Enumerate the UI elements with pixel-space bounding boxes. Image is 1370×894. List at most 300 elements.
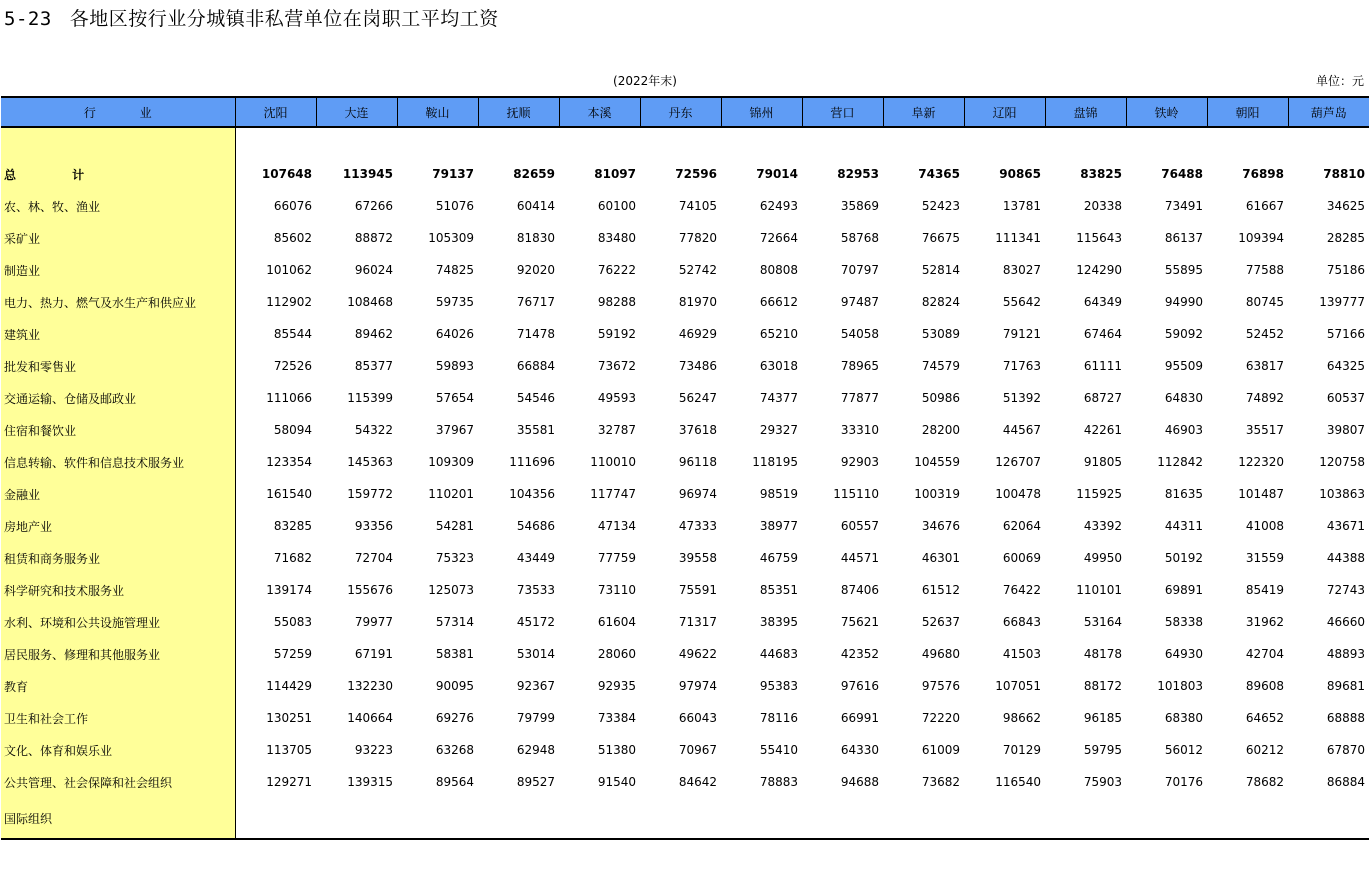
wage-cell: 47333 [678,519,717,533]
industry-label: 制造业 [1,254,235,286]
wage-cell: 48178 [1083,647,1122,661]
wage-cell: 71478 [516,327,555,341]
header-city: 鞍山 [397,97,478,127]
wage-cell: 89527 [516,775,555,789]
wage-cell: 88872 [354,231,393,245]
wage-cell: 53089 [921,327,960,341]
wage-cell: 62948 [516,743,555,757]
wage-cell: 46929 [678,327,717,341]
table-row [1,254,1369,286]
wage-cell: 84642 [678,775,717,789]
wage-cell: 74377 [759,391,798,405]
header-city: 沈阳 [235,97,316,127]
wage-cell: 52742 [678,263,717,277]
wage-cell: 49950 [1083,551,1122,565]
wage-cell: 53164 [1083,615,1122,629]
wage-cell: 95383 [759,679,798,693]
wage-cell: 69276 [435,711,474,725]
wage-cell: 44571 [840,551,879,565]
wage-cell: 101062 [266,263,312,277]
wage-cell: 115643 [1076,231,1122,245]
wage-cell: 101487 [1238,487,1284,501]
wage-cell: 90865 [999,167,1041,181]
wage-cell: 55642 [1002,295,1041,309]
wage-cell: 129271 [266,775,312,789]
industry-label: 批发和零售业 [1,350,235,382]
wage-cell: 56247 [678,391,717,405]
wage-cell: 118195 [752,455,798,469]
industry-label: 电力、热力、燃气及水生产和供应业 [1,286,235,318]
wage-cell: 125073 [428,583,474,597]
wage-cell: 38395 [759,615,798,629]
wage-cell: 94990 [1164,295,1203,309]
wage-cell: 92367 [516,679,555,693]
wage-cell: 108468 [347,295,393,309]
industry-label: 住宿和餐饮业 [1,414,235,446]
wage-cell: 104356 [509,487,555,501]
wage-cell [1207,798,1288,839]
wage-cell: 13781 [1002,199,1041,213]
industry-label: 文化、体育和娱乐业 [1,734,235,766]
wage-cell: 155676 [347,583,393,597]
wage-cell: 49593 [597,391,636,405]
wage-cell: 82659 [513,167,555,181]
industry-label: 国际组织 [1,798,235,839]
table-subtitle: (2022年末) [613,74,677,88]
wage-cell: 81097 [594,167,636,181]
wage-cell: 37967 [435,423,474,437]
industry-label: 科学研究和技术服务业 [1,574,235,606]
wage-cell: 90095 [435,679,474,693]
wage-cell: 79014 [756,167,798,181]
wage-cell: 35869 [840,199,879,213]
wage-cell: 78810 [1323,167,1365,181]
wage-cell: 43671 [1326,519,1365,533]
wage-cell: 35581 [516,423,555,437]
wage-cell [1126,798,1207,839]
wage-cell: 20338 [1083,199,1122,213]
industry-label: 采矿业 [1,222,235,254]
wage-cell: 75591 [678,583,717,597]
wage-cell: 60100 [597,199,636,213]
wage-cell: 67191 [354,647,393,661]
spacer-cell [1,127,235,158]
spacer-cell [235,127,1369,158]
wage-cell: 94688 [840,775,879,789]
wage-cell: 72526 [273,359,312,373]
wage-cell: 114429 [266,679,312,693]
wage-cell: 85602 [273,231,312,245]
wage-cell: 111066 [266,391,312,405]
wage-cell: 67870 [1326,743,1365,757]
wage-cell: 67266 [354,199,393,213]
wage-cell: 126707 [995,455,1041,469]
wage-cell: 29327 [759,423,798,437]
wage-cell: 58381 [435,647,474,661]
wage-cell: 69891 [1164,583,1203,597]
header-row [1,97,1369,127]
header-city: 盘锦 [1045,97,1126,127]
wage-cell: 74105 [678,199,717,213]
wage-cell: 54058 [840,327,879,341]
wage-cell: 66991 [840,711,879,725]
wage-cell: 57166 [1326,327,1365,341]
wage-cell: 80808 [759,263,798,277]
wage-cell: 64325 [1326,359,1365,373]
wage-cell: 61111 [1083,359,1122,373]
wage-cell: 77588 [1245,263,1284,277]
wage-cell: 117747 [590,487,636,501]
wage-cell: 55083 [273,615,312,629]
wage-cell: 59192 [597,327,636,341]
table-number: 5-23 [4,8,52,30]
wage-table [1,96,1369,840]
wage-cell: 49622 [678,647,717,661]
table-row [1,766,1369,798]
wage-cell: 120758 [1319,455,1365,469]
wage-cell: 54281 [435,519,474,533]
wage-cell: 68380 [1164,711,1203,725]
wage-cell: 66043 [678,711,717,725]
wage-cell [1045,798,1126,839]
wage-cell: 54322 [354,423,393,437]
wage-cell: 79977 [354,615,393,629]
industry-label: 卫生和社会工作 [1,702,235,734]
wage-cell: 62064 [1002,519,1041,533]
wage-cell: 91540 [597,775,636,789]
wage-cell: 79799 [516,711,555,725]
wage-cell: 91805 [1083,455,1122,469]
table-row [1,734,1369,766]
industry-label: 总 计 [1,158,235,190]
wage-cell: 39558 [678,551,717,565]
wage-cell [559,798,640,839]
wage-cell: 43449 [516,551,555,565]
header-city: 本溪 [559,97,640,127]
wage-cell: 109309 [428,455,474,469]
table-row [1,318,1369,350]
wage-cell: 100319 [914,487,960,501]
wage-cell: 46660 [1326,615,1365,629]
industry-label: 信息转输、软件和信息技术服务业 [1,446,235,478]
wage-cell: 112842 [1157,455,1203,469]
wage-cell: 115110 [833,487,879,501]
wage-cell: 100478 [995,487,1041,501]
wage-cell: 66612 [759,295,798,309]
wage-cell: 61512 [921,583,960,597]
industry-label: 水利、环境和公共设施管理业 [1,606,235,638]
wage-cell: 98662 [1002,711,1041,725]
wage-cell: 61009 [921,743,960,757]
table-row [1,574,1369,606]
wage-cell: 145363 [347,455,393,469]
wage-cell: 51380 [597,743,636,757]
wage-cell: 139315 [347,775,393,789]
wage-cell: 52814 [921,263,960,277]
wage-cell: 92020 [516,263,555,277]
wage-cell: 58338 [1164,615,1203,629]
wage-cell: 81830 [516,231,555,245]
wage-cell: 47134 [597,519,636,533]
wage-cell: 51392 [1002,391,1041,405]
wage-cell: 123354 [266,455,312,469]
header-city: 阜新 [883,97,964,127]
wage-cell: 81635 [1164,487,1203,501]
wage-cell: 44388 [1326,551,1365,565]
wage-cell: 96118 [678,455,717,469]
header-city: 大连 [316,97,397,127]
wage-cell: 76222 [597,263,636,277]
wage-cell: 83480 [597,231,636,245]
wage-cell: 85377 [354,359,393,373]
wage-cell: 52637 [921,615,960,629]
wage-cell: 42261 [1083,423,1122,437]
wage-cell: 75323 [435,551,474,565]
wage-cell: 41503 [1002,647,1041,661]
wage-cell: 86137 [1164,231,1203,245]
wage-cell: 73491 [1164,199,1203,213]
wage-cell: 74365 [918,167,960,181]
wage-cell: 124290 [1076,263,1122,277]
wage-cell: 55410 [759,743,798,757]
wage-cell: 68727 [1083,391,1122,405]
wage-cell: 97487 [840,295,879,309]
wage-cell: 75621 [840,615,879,629]
wage-cell: 72664 [759,231,798,245]
wage-cell: 93356 [354,519,393,533]
wage-cell: 50192 [1164,551,1203,565]
wage-cell: 57259 [273,647,312,661]
wage-cell: 111696 [509,455,555,469]
wage-cell: 130251 [266,711,312,725]
wage-cell: 71317 [678,615,717,629]
wage-cell: 61667 [1245,199,1284,213]
wage-cell: 35517 [1245,423,1284,437]
wage-cell: 70967 [678,743,717,757]
wage-cell: 46301 [921,551,960,565]
wage-cell: 103863 [1319,487,1365,501]
wage-cell: 32787 [597,423,636,437]
wage-cell: 140664 [347,711,393,725]
wage-cell: 92903 [840,455,879,469]
total-row [1,158,1369,190]
wage-cell: 42704 [1245,647,1284,661]
wage-cell: 64330 [840,743,879,757]
table-row [1,190,1369,222]
wage-cell: 78965 [840,359,879,373]
wage-cell: 86884 [1326,775,1365,789]
wage-cell: 31962 [1245,615,1284,629]
wage-cell: 53014 [516,647,555,661]
wage-cell: 97974 [678,679,717,693]
wage-cell: 28200 [921,423,960,437]
wage-cell: 46759 [759,551,798,565]
wage-cell: 85351 [759,583,798,597]
wage-cell: 87406 [840,583,879,597]
wage-cell [640,798,721,839]
wage-cell: 59092 [1164,327,1203,341]
industry-label: 建筑业 [1,318,235,350]
industry-label: 公共管理、社会保障和社会组织 [1,766,235,798]
wage-cell: 73486 [678,359,717,373]
wage-cell: 110201 [428,487,474,501]
wage-cell: 159772 [347,487,393,501]
wage-cell: 107648 [261,167,312,181]
wage-cell: 82953 [837,167,879,181]
wage-cell [721,798,802,839]
wage-cell: 63018 [759,359,798,373]
wage-cell: 73682 [921,775,960,789]
wage-cell: 107051 [995,679,1041,693]
wage-cell: 97616 [840,679,879,693]
wage-cell: 105309 [428,231,474,245]
wage-cell: 93223 [354,743,393,757]
wage-cell: 83825 [1080,167,1122,181]
wage-cell [802,798,883,839]
header-city: 营口 [802,97,883,127]
wage-cell: 59795 [1083,743,1122,757]
wage-cell: 38977 [759,519,798,533]
wage-cell: 73672 [597,359,636,373]
table-row [1,510,1369,542]
wage-cell: 66843 [1002,615,1041,629]
wage-cell: 63268 [435,743,474,757]
wage-cell: 60414 [516,199,555,213]
wage-cell: 85544 [273,327,312,341]
wage-cell: 55895 [1164,263,1203,277]
wage-cell: 49680 [921,647,960,661]
wage-cell [478,798,559,839]
wage-cell: 64026 [435,327,474,341]
wage-cell: 76422 [1002,583,1041,597]
page-title [4,4,499,31]
industry-label: 租赁和商务服务业 [1,542,235,574]
wage-cell: 75903 [1083,775,1122,789]
wage-cell [397,798,478,839]
table-row [1,414,1369,446]
wage-cell: 85419 [1245,583,1284,597]
wage-cell: 34625 [1326,199,1365,213]
wage-cell: 45172 [516,615,555,629]
wage-cell: 89564 [435,775,474,789]
wage-cell: 70129 [1002,743,1041,757]
wage-cell: 97576 [921,679,960,693]
wage-cell: 56012 [1164,743,1203,757]
wage-cell: 57314 [435,615,474,629]
wage-cell: 57654 [435,391,474,405]
wage-cell: 48893 [1326,647,1365,661]
wage-cell: 63817 [1245,359,1284,373]
wage-cell: 62493 [759,199,798,213]
wage-cell: 76488 [1161,167,1203,181]
wage-cell [235,798,316,839]
wage-cell: 28060 [597,647,636,661]
wage-cell: 83285 [273,519,312,533]
header-city: 锦州 [721,97,802,127]
wage-cell: 72743 [1326,583,1365,597]
wage-cell [883,798,964,839]
wage-cell: 132230 [347,679,393,693]
wage-cell: 64830 [1164,391,1203,405]
wage-cell: 66884 [516,359,555,373]
wage-cell: 74579 [921,359,960,373]
wage-cell: 98288 [597,295,636,309]
table-row [1,478,1369,510]
header-city: 铁岭 [1126,97,1207,127]
table-row [1,638,1369,670]
wage-cell: 139777 [1319,295,1365,309]
wage-cell: 80745 [1245,295,1284,309]
wage-cell: 112902 [266,295,312,309]
industry-label: 农、林、牧、渔业 [1,190,235,222]
wage-cell: 95509 [1164,359,1203,373]
wage-cell: 60069 [1002,551,1041,565]
wage-cell: 75186 [1326,263,1365,277]
wage-cell: 61604 [597,615,636,629]
table-title: 各地区按行业分城镇非私营单位在岗职工平均工资 [69,8,499,30]
wage-cell: 74892 [1245,391,1284,405]
wage-cell [316,798,397,839]
wage-cell: 89681 [1326,679,1365,693]
wage-cell: 37618 [678,423,717,437]
wage-cell: 52452 [1245,327,1284,341]
wage-cell: 46903 [1164,423,1203,437]
table-row [1,798,1369,839]
wage-cell: 113945 [342,167,393,181]
wage-cell [1288,798,1369,839]
wage-cell: 73533 [516,583,555,597]
wage-cell: 110010 [590,455,636,469]
wage-cell: 92935 [597,679,636,693]
wage-cell: 76675 [921,231,960,245]
wage-cell [964,798,1045,839]
wage-cell: 111341 [995,231,1041,245]
wage-cell: 79121 [1002,327,1041,341]
wage-cell: 113705 [266,743,312,757]
wage-cell: 96974 [678,487,717,501]
wage-cell: 72220 [921,711,960,725]
wage-cell: 161540 [266,487,312,501]
wage-cell: 68888 [1326,711,1365,725]
wage-cell: 31559 [1245,551,1284,565]
table-row [1,222,1369,254]
wage-cell: 72704 [354,551,393,565]
wage-cell: 76898 [1242,167,1284,181]
wage-cell: 64652 [1245,711,1284,725]
wage-cell: 72596 [675,167,717,181]
unit-label: 单位：元 [1315,74,1364,88]
table-row [1,606,1369,638]
wage-cell: 81970 [678,295,717,309]
wage-cell: 41008 [1245,519,1284,533]
wage-cell: 88172 [1083,679,1122,693]
wage-cell: 60212 [1245,743,1284,757]
wage-cell: 39807 [1326,423,1365,437]
wage-cell: 139174 [266,583,312,597]
wage-cell: 54686 [516,519,555,533]
wage-cell: 64349 [1083,295,1122,309]
wage-cell: 109394 [1238,231,1284,245]
wage-cell: 89608 [1245,679,1284,693]
table-row [1,446,1369,478]
wage-cell: 77877 [840,391,879,405]
header-city: 丹东 [640,97,721,127]
wage-cell: 58768 [840,231,879,245]
wage-cell: 77759 [597,551,636,565]
wage-cell: 44311 [1164,519,1203,533]
wage-cell: 58094 [273,423,312,437]
wage-cell: 96024 [354,263,393,277]
